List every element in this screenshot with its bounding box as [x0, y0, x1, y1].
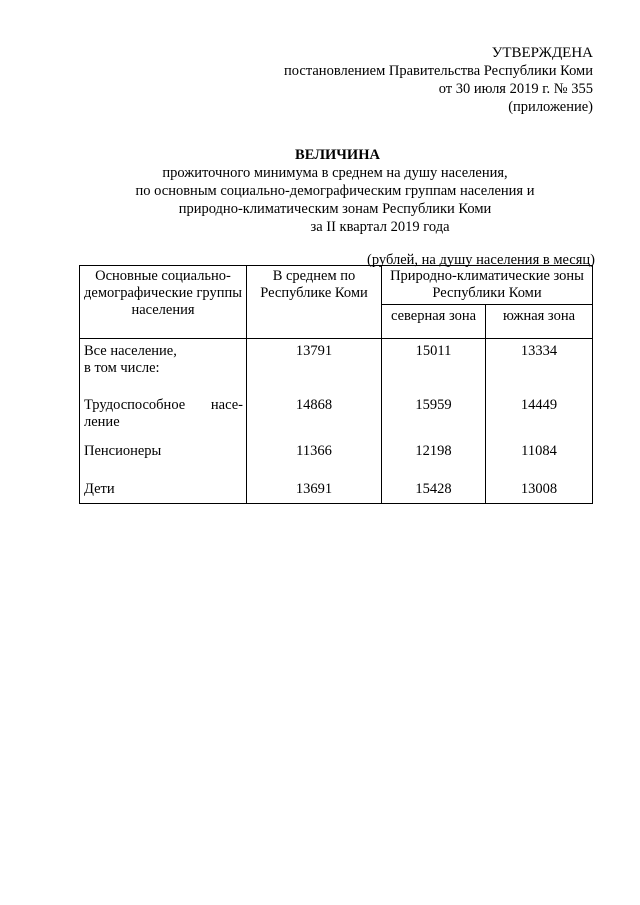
header-zones: Природно-климатические зоны Республики Коми [382, 266, 593, 305]
document-title [0, 146, 640, 236]
cell-north: 15428 [382, 481, 486, 504]
table-row [80, 395, 593, 442]
approval-date: от 30 июля 2019 г. № 355 [438, 81, 593, 97]
cell-south: 13008 [486, 481, 593, 504]
row-label-word: насе- [210, 397, 243, 413]
title-line-3: по основным социально-демографическим группам населения и [135, 183, 535, 199]
row-label [80, 481, 247, 504]
cell-south: 11084 [486, 442, 593, 481]
row-label [80, 395, 247, 442]
cell-south: 14449 [486, 395, 593, 442]
cell-average: 13691 [247, 481, 382, 504]
table-row [80, 481, 593, 504]
cell-average: 13791 [247, 339, 382, 396]
unit-note: (рублей, на душу населения в месяц) [367, 252, 595, 268]
title-line-4: природно-климатическим зонам Республики Коми [178, 201, 492, 217]
row-label-word: Трудоспособное [84, 397, 186, 413]
row-label [80, 442, 247, 481]
cell-south: 13334 [486, 339, 593, 396]
header-groups: Основные социально-демографические группы населения [80, 266, 247, 339]
row-label-line [80, 397, 246, 414]
cell-average: 11366 [247, 442, 382, 481]
cell-north: 12198 [382, 442, 486, 481]
cell-average: 14868 [247, 395, 382, 442]
cell-north: 15011 [382, 339, 486, 396]
row-label-line: Все население, [84, 343, 177, 359]
cell-north: 15959 [382, 395, 486, 442]
header-south: южная зона [486, 305, 593, 339]
table-row [80, 442, 593, 481]
subsistence-minimum-table [79, 265, 593, 504]
approval-appendix: (приложение) [508, 99, 593, 115]
row-label-line: в том числе: [84, 360, 160, 376]
title-heading: ВЕЛИЧИНА [295, 147, 380, 163]
approval-title: УТВЕРЖДЕНА [491, 45, 593, 61]
row-label [80, 339, 247, 396]
approval-decree: постановлением Правительства Республики Коми [284, 63, 593, 79]
header-north: северная зона [382, 305, 486, 339]
title-line-2: прожиточного минимума в среднем на душу населения, [162, 165, 508, 181]
header-average: В среднем по Республике Коми [247, 266, 382, 339]
row-label-line: Дети [84, 481, 115, 497]
approval-stamp [284, 44, 593, 116]
row-label-line: ление [84, 414, 120, 430]
title-period: за II квартал 2019 года [310, 219, 450, 235]
table-row [80, 339, 593, 396]
row-label-line: Пенсионеры [84, 443, 162, 459]
